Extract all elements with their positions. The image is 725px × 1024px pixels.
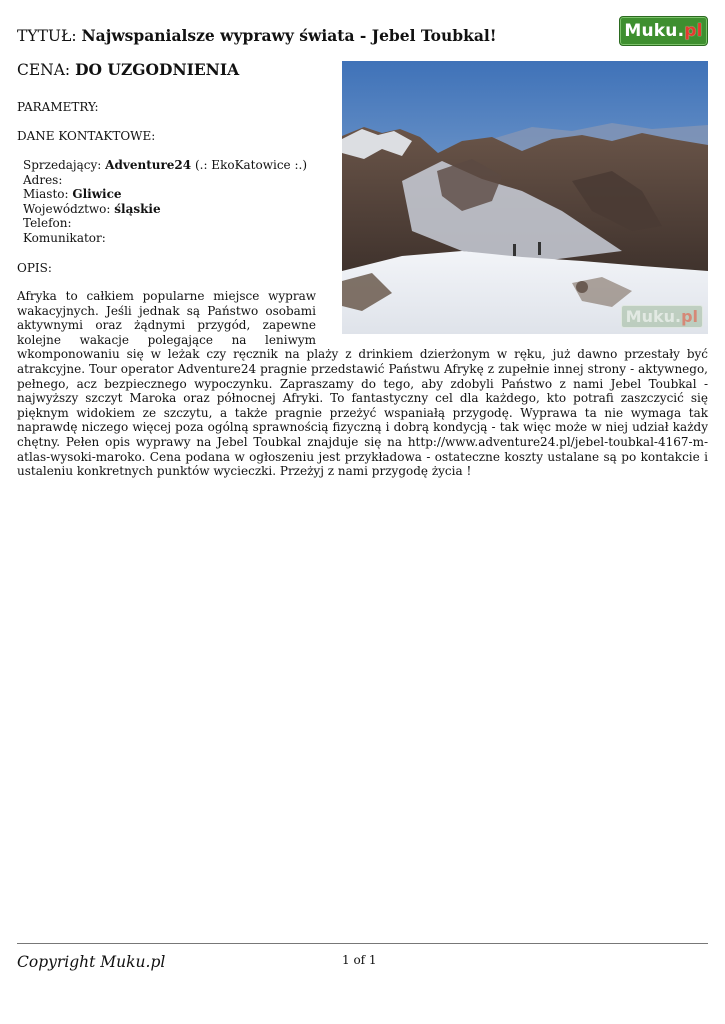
params-label: PARAMETRY: (17, 100, 99, 114)
page-number: 1 of 1 (342, 953, 377, 967)
title-value: Najwspanialsze wyprawy świata - Jebel Toubkal! (81, 26, 497, 45)
region-row: Województwo: śląskie (23, 201, 161, 216)
description-body: Afryka to całkiem popularne miejsce wypraw wakacyjnych. Jeśli jednak są Państwo osobami aktywnymi oraz żądnymi przygód, zapewne kolejne wakacje polegające na leniwym wkomponowaniu się w leżak czy ręcznik na plaży z drinkiem dzierżonym w ręku, już dawno przestały być atrakcyjne. Tour operator Adventure24 pragnie przedstawić Państwu Afrykę z zupełnie innej strony - aktywnego, pełnego, acz bezpiecznego wypoczynku. Zapraszamy do tego, aby zdobyli Państwo z nami Jebel Toubkal - najwyższy szczyt Maroka oraz północnej Afryki. To fantastyczny cel dla każdego, kto potrafi zaszczycić się pięknym widokiem ze szczytu, a także pragnie przeżyć wspaniałą przygodę. Wyprawa ta nie wymaga tak naprawdę niczego więcej poza ogólną sprawnością fizyczną i dobrą kondycją - tak więc może w niej udział każdy chętny. Pełen opis wyprawy na Jebel Toubkal znajduje się na http://www.adventure24.pl/jebel-toubkal-4167-m-atlas-wysoki-maroko. Cena podana w ogłoszeniu jest przykładowa - ostateczne koszty ustalane są po kontakcie i ustaleniu konkretnych punktów wycieczki. Przeżyj z nami przygodę życia ! (17, 289, 708, 479)
hiker (513, 244, 516, 256)
city-value: Gliwice (72, 187, 122, 202)
region-value: śląskie (114, 201, 161, 216)
logo-tld: pl (684, 21, 703, 41)
copyright: Copyright Muku.pl (17, 953, 166, 971)
logo-main: Muku (624, 21, 678, 41)
seller-name: Adventure24 (105, 158, 192, 172)
hiker (538, 242, 541, 255)
price-value: DO UZGODNIENIA (75, 60, 240, 79)
seller-extra: (.: EkoKatowice :.) (194, 158, 308, 172)
page-title (17, 26, 497, 45)
description-text (17, 289, 708, 479)
messenger-row: Komunikator: (23, 230, 106, 245)
photo-watermark: Muku.pl (621, 305, 703, 328)
address-row: Adres: (23, 172, 63, 187)
contact-details (23, 158, 307, 246)
description-label: OPIS: (17, 261, 52, 275)
price-label: CENA: (17, 61, 71, 79)
seller-row: Sprzedający: Adventure24 (.: EkoKatowice :.) (23, 158, 308, 172)
title-label: TYTUŁ: (17, 27, 77, 45)
price-line (17, 60, 239, 79)
phone-row: Telefon: (23, 216, 72, 231)
logo-dot: . (677, 21, 685, 41)
city-row: Miasto: Gliwice (23, 187, 122, 202)
muku-logo[interactable] (619, 16, 708, 46)
contact-label: DANE KONTAKTOWE: (17, 129, 156, 143)
footer-divider (17, 943, 708, 944)
